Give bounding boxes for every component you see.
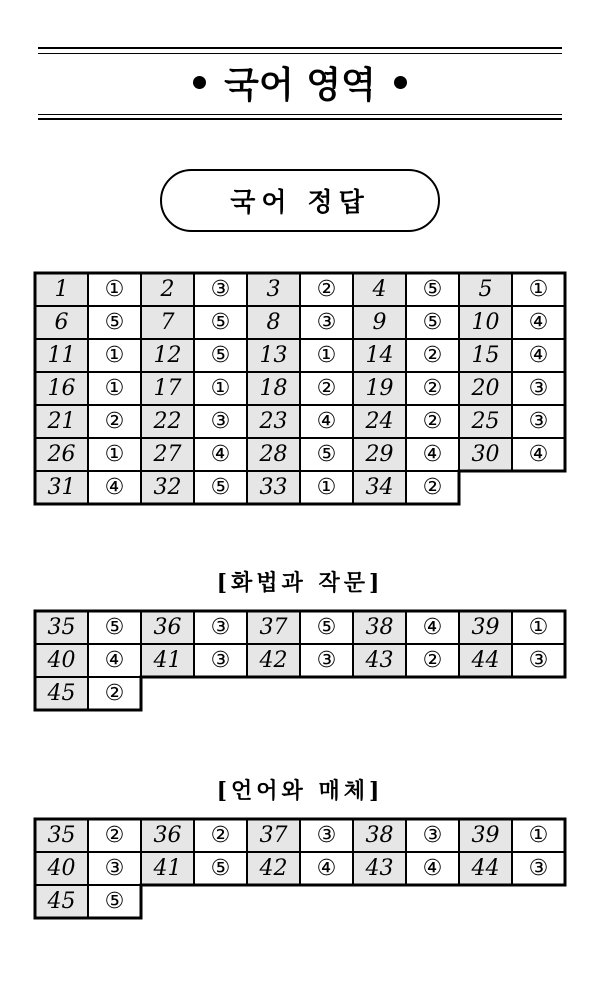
answer-choice: ② xyxy=(88,819,141,852)
question-number: 3 xyxy=(247,273,300,306)
answer-choice: ③ xyxy=(512,644,565,677)
answer-choice: ① xyxy=(300,471,353,504)
table-outline xyxy=(33,609,567,712)
question-number: 37 xyxy=(247,611,300,644)
table-outline xyxy=(33,271,567,506)
question-number: 8 xyxy=(247,306,300,339)
question-number: 36 xyxy=(141,611,194,644)
answer-choice: ① xyxy=(88,372,141,405)
question-number: 35 xyxy=(35,611,88,644)
answer-choice: ③ xyxy=(194,273,247,306)
answer-choice: ③ xyxy=(194,405,247,438)
question-number: 44 xyxy=(459,852,512,885)
question-number: 27 xyxy=(141,438,194,471)
answer-choice: ① xyxy=(512,273,565,306)
question-number: 23 xyxy=(247,405,300,438)
table-border xyxy=(35,273,565,504)
question-number: 41 xyxy=(141,852,194,885)
question-number: 9 xyxy=(353,306,406,339)
question-number: 16 xyxy=(35,372,88,405)
answer-choice: ① xyxy=(194,372,247,405)
bottom-rule-thick xyxy=(38,118,562,120)
question-number: 35 xyxy=(35,819,88,852)
answer-choice: ④ xyxy=(300,852,353,885)
question-number: 45 xyxy=(35,677,88,710)
answer-choice: ④ xyxy=(300,405,353,438)
answer-choice: ④ xyxy=(194,438,247,471)
question-number: 44 xyxy=(459,644,512,677)
answer-choice: ⑤ xyxy=(300,611,353,644)
answer-choice: ⑤ xyxy=(194,471,247,504)
answer-choice: ③ xyxy=(300,644,353,677)
answer-choice: ③ xyxy=(512,405,565,438)
page-title-text: 국어 영역 xyxy=(224,64,376,106)
answer-choice: ① xyxy=(88,339,141,372)
answer-choice: ② xyxy=(194,819,247,852)
question-number: 21 xyxy=(35,405,88,438)
question-number: 22 xyxy=(141,405,194,438)
question-number: 40 xyxy=(35,644,88,677)
question-number: 31 xyxy=(35,471,88,504)
table-border xyxy=(35,819,565,918)
question-number: 29 xyxy=(353,438,406,471)
section-title-language-media: [언어와 매체] xyxy=(216,778,384,804)
question-number: 12 xyxy=(141,339,194,372)
answer-choice: ④ xyxy=(406,438,459,471)
question-number: 42 xyxy=(247,644,300,677)
question-number: 2 xyxy=(141,273,194,306)
answer-choice: ⑤ xyxy=(88,306,141,339)
question-number: 24 xyxy=(353,405,406,438)
answer-choice: ⑤ xyxy=(300,438,353,471)
question-number: 15 xyxy=(459,339,512,372)
question-number: 30 xyxy=(459,438,512,471)
answer-choice: ① xyxy=(88,273,141,306)
answer-choice: ② xyxy=(300,372,353,405)
question-number: 26 xyxy=(35,438,88,471)
bullet-icon xyxy=(394,76,407,89)
section-title-speech-writing: [화법과 작문] xyxy=(216,570,384,596)
answer-choice: ① xyxy=(88,438,141,471)
question-number: 34 xyxy=(353,471,406,504)
question-number: 18 xyxy=(247,372,300,405)
question-number: 1 xyxy=(35,273,88,306)
answer-choice: ③ xyxy=(512,852,565,885)
answer-choice: ⑤ xyxy=(406,306,459,339)
question-number: 39 xyxy=(459,611,512,644)
question-number: 25 xyxy=(459,405,512,438)
answer-choice: ② xyxy=(406,405,459,438)
answer-choice: ④ xyxy=(512,438,565,471)
question-number: 17 xyxy=(141,372,194,405)
answer-choice: ② xyxy=(406,372,459,405)
answer-choice: ⑤ xyxy=(194,852,247,885)
answer-choice: ② xyxy=(406,644,459,677)
answer-choice: ③ xyxy=(88,852,141,885)
page-title xyxy=(38,56,562,108)
question-number: 10 xyxy=(459,306,512,339)
question-number: 43 xyxy=(353,852,406,885)
answer-choice: ⑤ xyxy=(88,885,141,918)
answer-choice: ④ xyxy=(88,471,141,504)
table-border xyxy=(35,611,565,710)
answer-choice: ① xyxy=(300,339,353,372)
answer-choice: ⑤ xyxy=(194,339,247,372)
question-number: 28 xyxy=(247,438,300,471)
question-number: 4 xyxy=(353,273,406,306)
answer-key-label-text: 국어 정답 xyxy=(230,188,370,218)
answer-choice: ③ xyxy=(300,306,353,339)
answer-choice: ④ xyxy=(406,852,459,885)
question-number: 33 xyxy=(247,471,300,504)
answer-choice: ③ xyxy=(406,819,459,852)
bullet-icon xyxy=(193,76,206,89)
answer-choice: ⑤ xyxy=(194,306,247,339)
question-number: 43 xyxy=(353,644,406,677)
answer-choice: ② xyxy=(88,405,141,438)
question-number: 13 xyxy=(247,339,300,372)
answer-choice: ④ xyxy=(512,306,565,339)
answer-choice: ② xyxy=(406,339,459,372)
top-rule-thin xyxy=(38,53,562,54)
question-number: 19 xyxy=(353,372,406,405)
top-rule-thick xyxy=(38,47,562,49)
question-number: 6 xyxy=(35,306,88,339)
answer-choice: ④ xyxy=(88,644,141,677)
answer-choice: ② xyxy=(88,677,141,710)
question-number: 45 xyxy=(35,885,88,918)
answer-choice: ③ xyxy=(512,372,565,405)
question-number: 37 xyxy=(247,819,300,852)
answer-choice: ③ xyxy=(194,644,247,677)
question-number: 42 xyxy=(247,852,300,885)
question-number: 38 xyxy=(353,611,406,644)
question-number: 32 xyxy=(141,471,194,504)
question-number: 40 xyxy=(35,852,88,885)
answer-choice: ① xyxy=(512,611,565,644)
answer-choice: ④ xyxy=(512,339,565,372)
question-number: 7 xyxy=(141,306,194,339)
answer-key-label xyxy=(160,169,440,232)
question-number: 5 xyxy=(459,273,512,306)
answer-choice: ④ xyxy=(406,611,459,644)
answer-choice: ② xyxy=(406,471,459,504)
answer-choice: ③ xyxy=(194,611,247,644)
question-number: 20 xyxy=(459,372,512,405)
bottom-rule-thin xyxy=(38,114,562,115)
question-number: 38 xyxy=(353,819,406,852)
answer-choice: ③ xyxy=(300,819,353,852)
question-number: 11 xyxy=(35,339,88,372)
question-number: 36 xyxy=(141,819,194,852)
answer-choice: ⑤ xyxy=(88,611,141,644)
question-number: 39 xyxy=(459,819,512,852)
answer-choice: ⑤ xyxy=(406,273,459,306)
answer-choice: ① xyxy=(512,819,565,852)
table-outline xyxy=(33,817,567,920)
answer-choice: ② xyxy=(300,273,353,306)
question-number: 41 xyxy=(141,644,194,677)
question-number: 14 xyxy=(353,339,406,372)
